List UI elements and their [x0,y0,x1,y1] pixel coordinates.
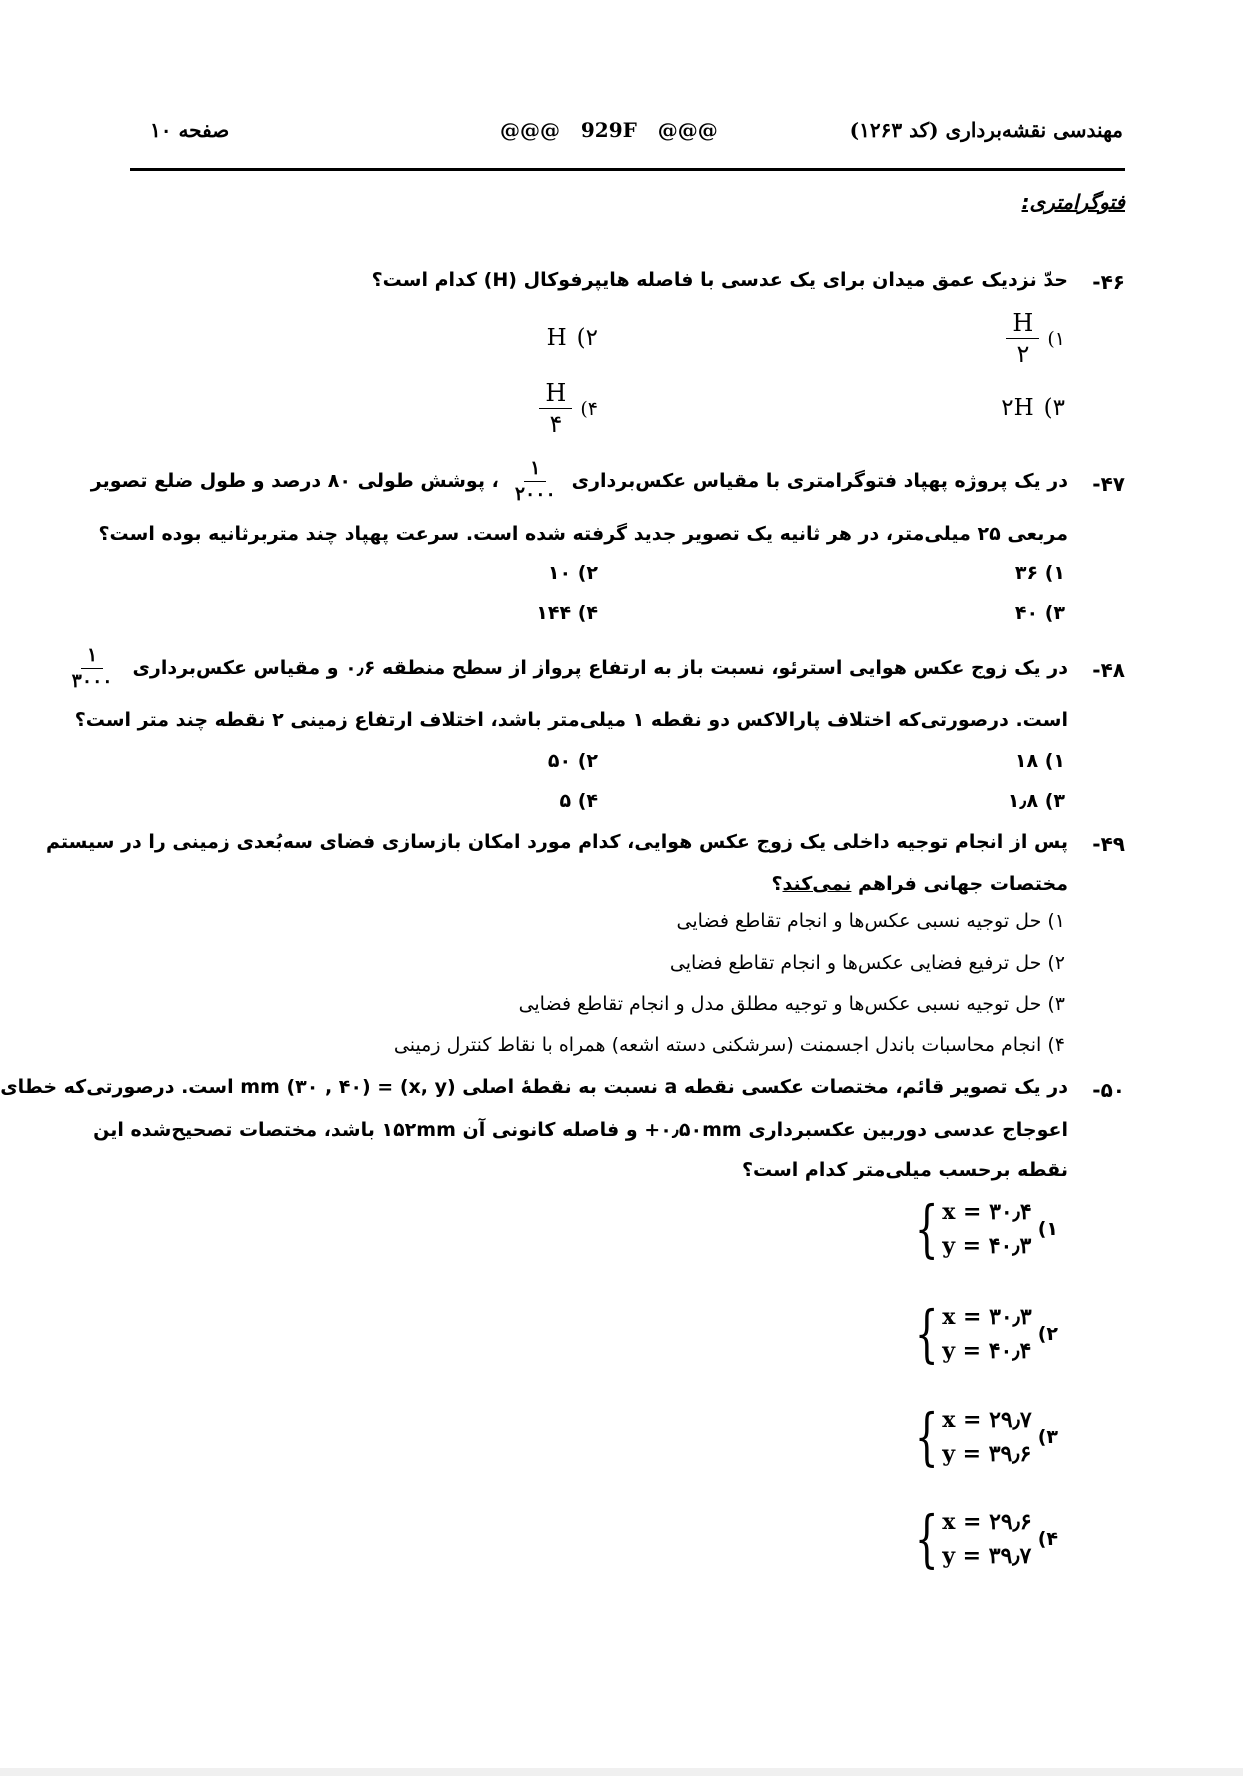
option-label: ۱) [1037,1218,1058,1240]
option-text: ۲H [1001,395,1034,421]
option-label: ۴) [580,397,598,420]
question-48-option-2[interactable]: ۲) ۵۰ [547,750,598,772]
option-label: ۳) [1043,395,1065,421]
question-49-option-1[interactable]: ۱) حل توجیه نسبی عکس‌ها و انجام تقاطع فضایی [676,910,1065,932]
scale-fraction: $\frac{۱}{۳۰۰۰}$ [71,644,113,692]
question-46-option-2[interactable] [547,325,598,351]
option-label: ۱) [1047,327,1065,350]
question-47-option-1[interactable]: ۱) ۳۶ [1014,562,1065,584]
curly-brace-icon: { [914,1502,939,1575]
emphasis-negation: نمی‌کند [782,873,852,895]
question-50-line-3: نقطه برحسب میلی‌متر کدام است؟ [741,1159,1068,1181]
curly-brace-icon: { [914,1192,939,1265]
question-50-option-2[interactable] [907,1297,1058,1370]
question-47-option-4[interactable]: ۴) ۱۴۴ [536,602,598,624]
option-text: H [546,325,567,351]
curly-brace-icon: { [914,1400,939,1473]
option-label: ۳) [1037,1426,1058,1448]
question-47-line-1: در یک پروژه پهپاد فتوگرامتری با مقیاس عکس‌برداری $\frac{۱}{۲۰۰۰}$ ، پوشش طولی ۸۰ درصد و طول ضلع تصویر [90,457,1068,505]
question-46-option-4[interactable] [539,380,598,438]
option-label: ۲) [576,325,598,351]
question-46-number: ۴۶- [1092,270,1125,294]
page-bottom-edge [0,1768,1243,1776]
option-label: ۴) [1037,1528,1058,1550]
equation-system: { x = ۳۰٫۳ y = ۴۰٫۴ [914,1297,1032,1370]
header-page-number: صفحه ۱۰ [150,118,230,142]
question-49-option-3[interactable]: ۳) حل توجیه نسبی عکس‌ها و توجیه مطلق مدل و انجام تقاطع فضایی [518,993,1065,1015]
question-50-option-3[interactable] [907,1400,1058,1473]
question-47-number: ۴۷- [1092,472,1125,496]
header-divider [130,168,1125,171]
equation-system: { x = ۳۰٫۴ y = ۴۰٫۳ [914,1192,1032,1265]
question-47-line-2: مربعی ۲۵ میلی‌متر، در هر ثانیه یک تصویر جدید گرفته شده است. سرعت پهپاد چند متربرثانیه بوده است؟ [98,523,1068,545]
header-code: @@@ 929F @@@ [500,118,718,142]
question-49-line-1: پس از انجام توجیه داخلی یک زوج عکس هوایی، کدام مورد امکان بازسازی فضای سه‌بُعدی زمینی را در سیستم [45,831,1068,853]
question-48-number: ۴۸- [1092,658,1125,682]
question-50-number: ۵۰- [1092,1078,1125,1102]
question-49-option-4[interactable]: ۴) انجام محاسبات باندل اجسمنت (سرشکنی دسته اشعه) همراه با نقاط کنترل زمینی [393,1034,1065,1056]
question-49-option-2[interactable]: ۲) حل ترفیع فضایی عکس‌ها و انجام تقاطع فضایی [669,952,1065,974]
question-46-text: حدّ نزدیک عمق میدان برای یک عدسی با فاصله هایپرفوکال (H) کدام است؟ [371,269,1068,291]
scale-fraction: $\frac{۱}{۲۰۰۰}$ [514,457,556,505]
option-label: ۲) [1037,1323,1058,1345]
question-48-option-3[interactable]: ۳) ۱٫۸ [1007,790,1065,812]
question-50-option-1[interactable] [907,1192,1058,1265]
question-48-line-2: است. درصورتی‌که اختلاف پارالاکس دو نقطه ۱ میلی‌متر باشد، اختلاف ارتفاع زمینی ۲ نقطه چند متر است؟ [74,709,1068,731]
question-47-option-2[interactable]: ۲) ۱۰ [547,562,598,584]
header-subject: مهندسی نقشه‌برداری (کد ۱۲۶۳) [849,118,1123,142]
question-48-option-1[interactable]: ۱) ۱۸ [1014,750,1065,772]
question-46-option-1[interactable] [1006,310,1065,368]
section-title: فتوگرامتری: [1021,190,1125,214]
equation-system: { x = ۲۹٫۶ y = ۳۹٫۷ [914,1502,1032,1575]
curly-brace-icon: { [914,1297,939,1370]
question-50-line-1: در یک تصویر قائم، مختصات عکسی نقطه a نسبت به نقطهٔ اصلی (x, y) = (۳۰ , ۴۰) mm است. درصورتی‌که خطای [0,1076,1068,1098]
option-fraction: $\frac{H}{۴}$ [539,380,572,438]
question-49-line-2: مختصات جهانی فراهم نمی‌کند؟ [771,873,1068,895]
question-49-number: ۴۹- [1092,832,1125,856]
question-50-line-2: اعوجاج عدسی دوربین عکسبرداری ‎+۰٫۵۰mm‎ و فاصله کانونی آن ۱۵۲mm باشد، مختصات تصحیح‌شده این [93,1119,1068,1141]
question-47-option-3[interactable]: ۳) ۴۰ [1014,602,1065,624]
question-48-line-1: در یک زوج عکس هوایی استرئو، نسبت باز به ارتفاع پرواز از سطح منطقه ۰٫۶ و مقیاس عکس‌برداری $\frac{۱}{۳۰۰۰}$ [58,645,1068,692]
question-50-option-4[interactable] [907,1502,1058,1575]
equation-system: { x = ۲۹٫۷ y = ۳۹٫۶ [914,1400,1032,1473]
option-fraction: $\frac{H}{۲}$ [1006,310,1039,368]
question-46-option-3[interactable] [1001,395,1065,421]
question-48-option-4[interactable]: ۴) ۵ [559,790,598,812]
